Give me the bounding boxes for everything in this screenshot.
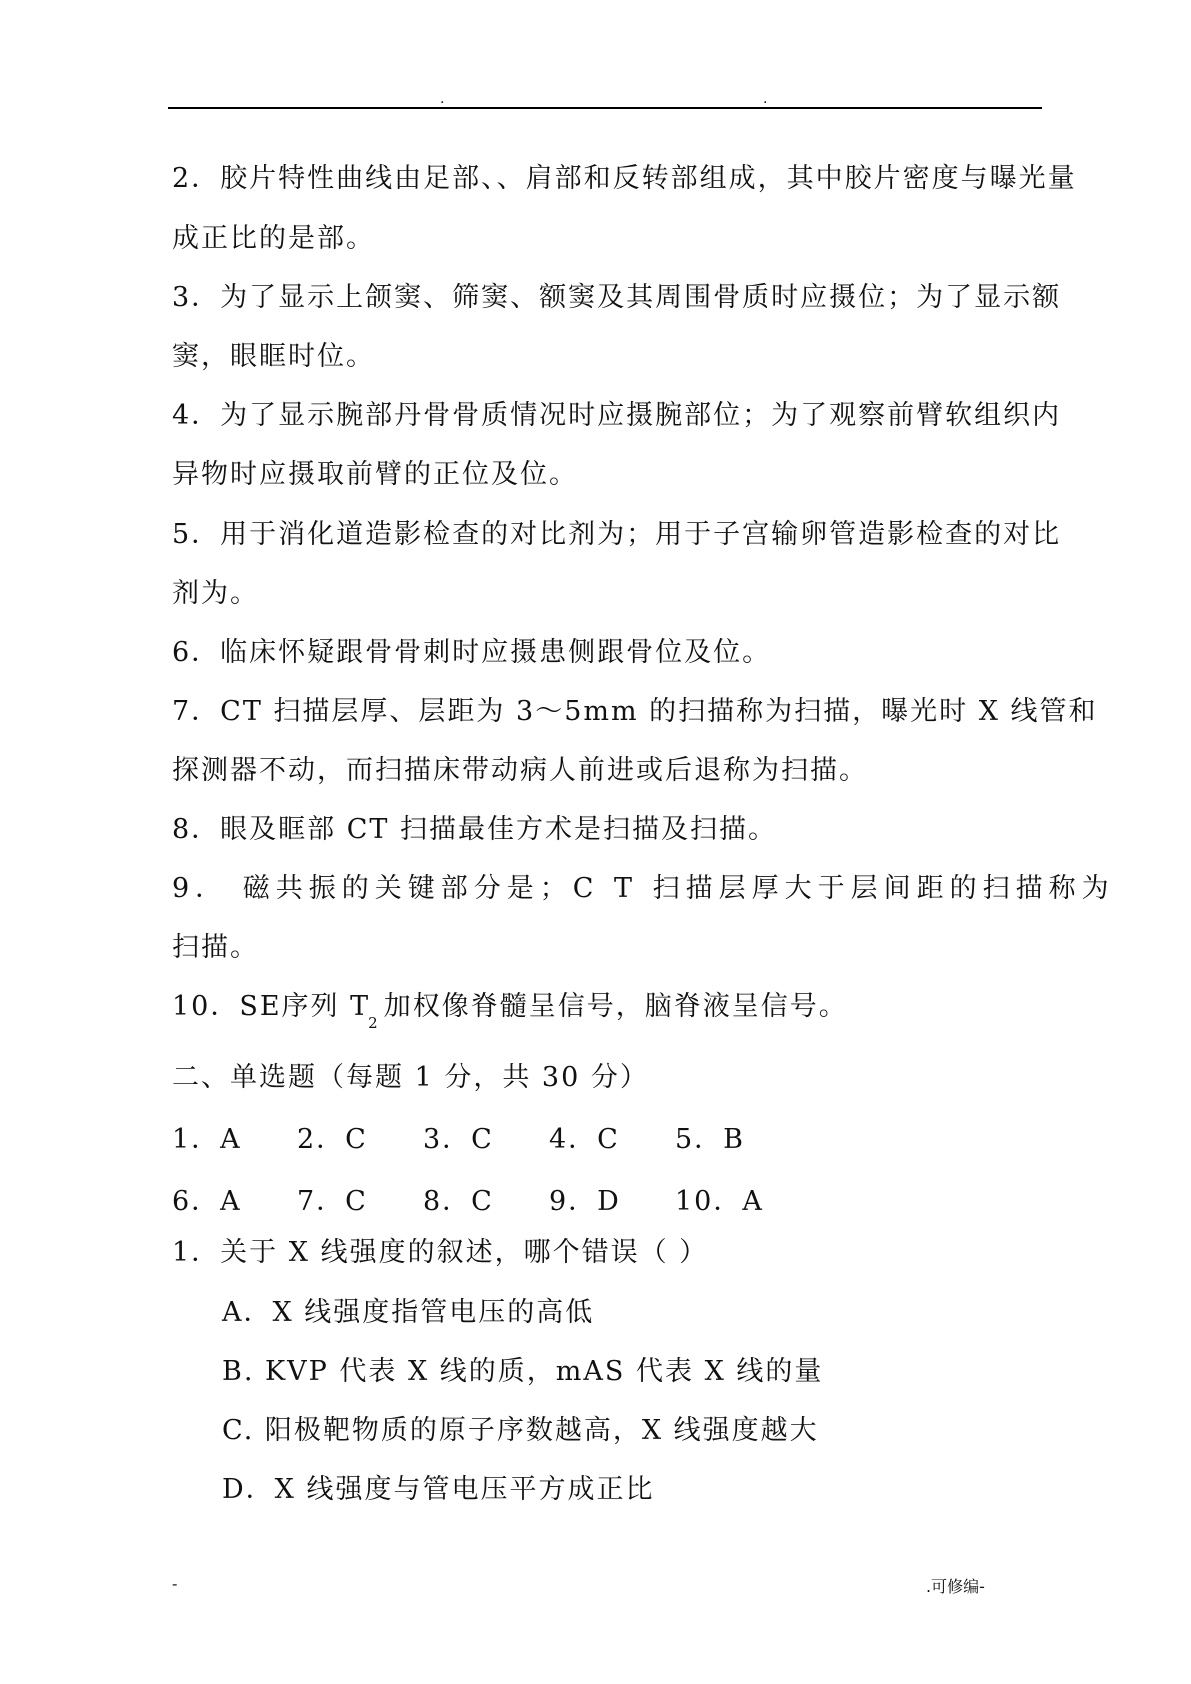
option-c: C. 阳极靶物质的原子序数越高，X 线强度越大 [222,1415,819,1446]
fill-blank-q7-line1: 7．CT 扫描层厚、层距为 3～5mm 的扫描称为扫描，曝光时 X 线管和 [172,696,1098,727]
answer-item: 7．C [297,1186,368,1217]
fill-blank-q6: 6．临床怀疑跟骨骨刺时应摄患侧跟骨位及位。 [172,637,772,668]
answer-item: 10．A [675,1186,764,1217]
fill-blank-q9-line2: 扫描。 [172,932,259,963]
q10-text-pre: 10．SE序列 T [172,991,371,1022]
option-a: A．X 线强度指管电压的高低 [222,1297,595,1328]
answer-item: 5．B [675,1124,746,1155]
option-d: D．X 线强度与管电压平方成正比 [222,1474,655,1505]
answer-item: 3．C [423,1124,494,1155]
fill-blank-q10 [172,990,848,1032]
fill-blank-q3-line2: 窦，眼眶时位。 [172,341,375,372]
fill-blank-q5-line2: 剂为。 [172,578,259,609]
q10-text-post: 加权像脊髓呈信号，脑脊液呈信号。 [383,991,848,1022]
fill-blank-q7-line2: 探测器不动，而扫描床带动病人前进或后退称为扫描。 [172,755,868,786]
footer-left-mark: - [172,1574,178,1593]
fill-blank-q4-line1: 4．为了显示腕部丹骨骨质情况时应摄腕部位；为了观察前臂软组织内 [172,400,1062,431]
answer-item: 2．C [297,1124,368,1155]
answer-item: 1．A [172,1124,242,1155]
option-b: B. KVP 代表 X 线的质，mAS 代表 X 线的量 [222,1356,824,1387]
header-dot: . [763,91,768,107]
footer-editable-note: .可修编- [926,1577,985,1596]
fill-blank-q5-line1: 5．用于消化道造影检查的对比剂为；用于子宫输卵管造影检查的对比 [172,519,1062,550]
answer-item: 8．C [423,1186,494,1217]
header-rule [168,107,1042,109]
header-dot: . [440,91,445,107]
fill-blank-q2-line1: 2．胶片特性曲线由足部、、肩部和反转部组成，其中胶片密度与曝光量 [172,163,1077,194]
section-heading-single-choice: 二、单选题（每题 1 分，共 30 分） [172,1062,649,1093]
fill-blank-q8: 8．眼及眶部 CT 扫描最佳方术是扫描及扫描。 [172,814,778,845]
answer-item: 6．A [172,1186,242,1217]
fill-blank-q2-line2: 成正比的是部。 [172,223,375,254]
fill-blank-q4-line2: 异物时应摄取前臂的正位及位。 [172,459,578,490]
answer-item: 9．D [549,1186,621,1217]
fill-blank-q9-line1: 9． 磁共振的关键部分是；C T 扫描层厚大于层间距的扫描称为 [172,873,1115,904]
question-stem: 1．关于 X 线强度的叙述，哪个错误（ ） [172,1237,709,1268]
q10-subscript: 2 [368,1014,380,1032]
answer-item: 4．C [549,1124,620,1155]
fill-blank-q3-line1: 3．为了显示上颌窦、筛窦、额窦及其周围骨质时应摄位；为了显示额 [172,282,1062,313]
